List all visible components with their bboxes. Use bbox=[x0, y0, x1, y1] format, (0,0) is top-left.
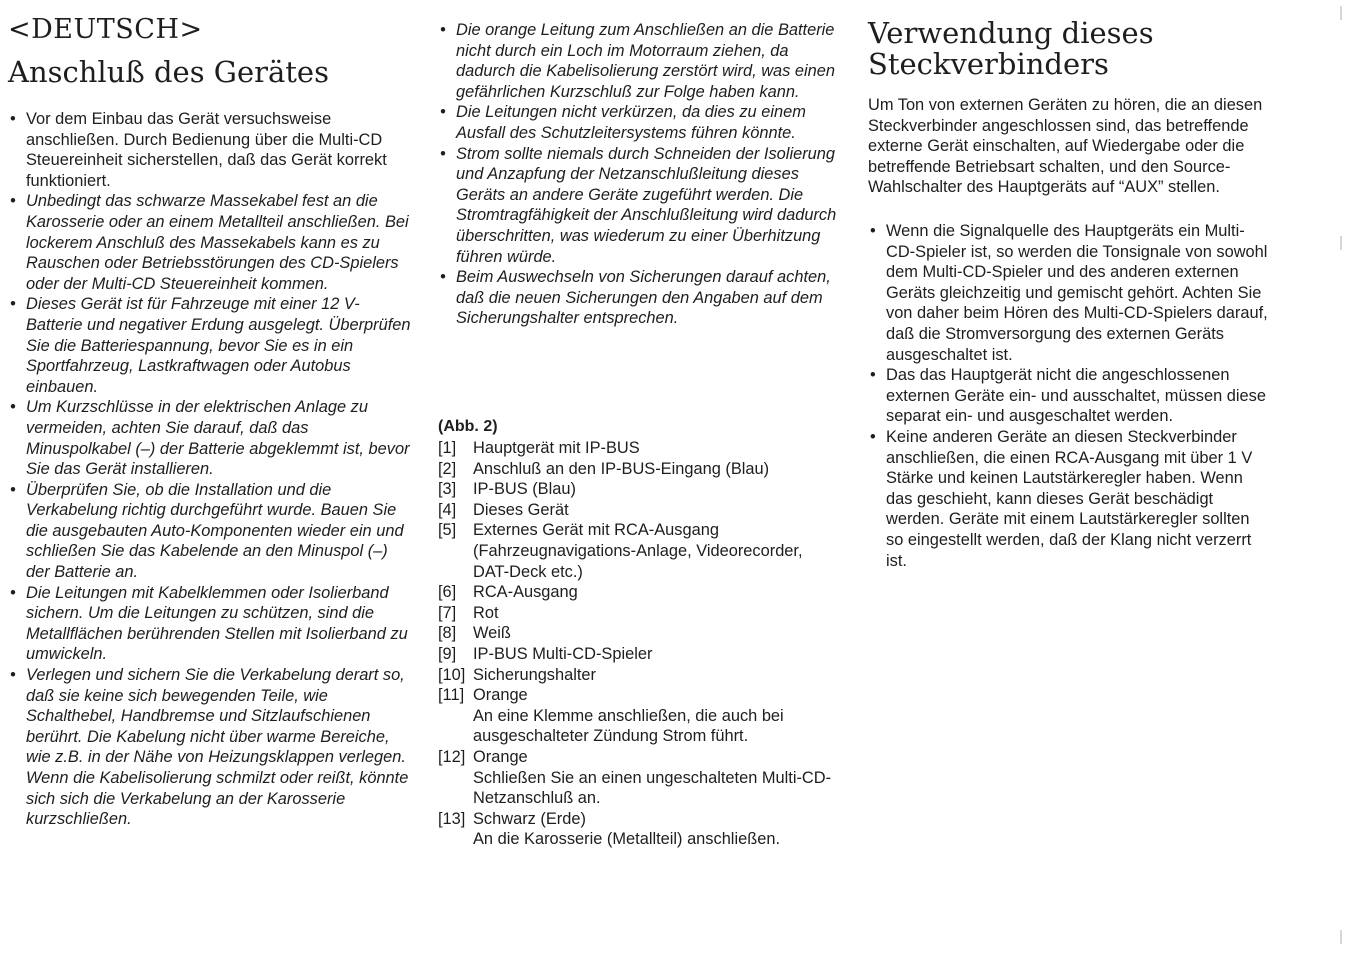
legend-row bbox=[438, 582, 843, 603]
list-item bbox=[8, 191, 413, 294]
legend-number: [2] bbox=[438, 459, 457, 478]
legend-label: Rot bbox=[473, 603, 499, 622]
list-item bbox=[868, 221, 1268, 365]
list-item-text: Dieses Gerät ist für Fahrzeuge mit einer 12 V-Batterie und negativer Erdung ausgelegt. Überprüfen Sie die Batteriespannung, bevor Sie es in ein Sportfahrzeug, Lastkraftwagen oder Autobus einbauen. bbox=[26, 295, 411, 396]
list-item bbox=[868, 365, 1268, 427]
legend-row bbox=[438, 644, 843, 665]
legend-label: Weiß bbox=[473, 624, 511, 643]
legend-row bbox=[438, 438, 843, 459]
scan-edge-mark bbox=[1340, 6, 1342, 20]
legend-label: IP-BUS (Blau) bbox=[473, 480, 576, 499]
legend-row bbox=[438, 623, 843, 644]
legend-number: [11] bbox=[438, 686, 465, 705]
legend-label: Dieses Gerät bbox=[473, 500, 569, 519]
list-item-text: Unbedingt das schwarze Massekabel fest an die Karosserie oder an einem Metallteil anschließen. Bei lockerem Anschluß des Massekabels kann es zu Rauschen oder Betriebsstörungen des CD-Spielers oder der Multi-CD Steuereinheit kommen. bbox=[26, 192, 409, 293]
list-item-text: Strom sollte niemals durch Schneiden der Isolierung und Anzapfung der Netzanschlußleitung dieses Geräts an andere Geräte zugeführt werden. Die Stromtragfähigkeit der Anschlußleitung wird dadurch überschritten, was wiederum zu einer Überhitzung führen würde. bbox=[456, 144, 837, 266]
list-item-text: Die Leitungen nicht verkürzen, da dies zu einem Ausfall des Schutzleitersystems führen könnte. bbox=[456, 103, 806, 142]
language-tag: <DEUTSCH> bbox=[8, 14, 203, 45]
figure-legend bbox=[438, 438, 843, 850]
list-item-text: Vor dem Einbau das Gerät versuchsweise anschließen. Durch Bedienung über die Multi-CD Steuereinheit sicherstellen, daß das Gerät korrekt funktioniert. bbox=[26, 110, 387, 190]
legend-label: IP-BUS Multi-CD-Spieler bbox=[473, 644, 653, 663]
list-item-text: Das das Hauptgerät nicht die angeschlossenen externen Geräte ein- und ausschaltet, müssen diese separat ein- und ausgeschaltet werden. bbox=[886, 366, 1266, 426]
connection-notes-list bbox=[8, 109, 413, 830]
legend-row bbox=[438, 665, 843, 686]
legend-number: [3] bbox=[438, 480, 457, 499]
legend-number: [12] bbox=[438, 747, 466, 766]
legend-number: [1] bbox=[438, 439, 457, 457]
list-item-text: Beim Auswechseln von Sicherungen darauf achten, daß die neuen Sicherungen den Angaben auf dem Sicherungshalter entsprechen. bbox=[456, 268, 831, 328]
scan-edge-mark bbox=[1340, 236, 1342, 250]
list-item-text: Die orange Leitung zum Anschließen an die Batterie nicht durch ein Loch im Motorraum ziehen, da dadurch die Kabelisolierung zerstört wird, was einen gefährlichen Kurzschluß zur Folge haben kann. bbox=[456, 21, 836, 101]
legend-note: An die Karosserie (Metallteil) anschließen. bbox=[473, 830, 781, 849]
list-item bbox=[8, 583, 413, 665]
legend-number: [10] bbox=[438, 665, 466, 684]
legend-number: [8] bbox=[438, 624, 457, 643]
legend-note: An eine Klemme anschließen, die auch bei ausgeschalteter Zündung Strom führt. bbox=[473, 706, 784, 746]
legend-row bbox=[438, 747, 843, 809]
legend-note: Schließen Sie an einen ungeschalteten Multi-CD-Netzanschluß an. bbox=[473, 768, 832, 808]
intro-paragraph: Um Ton von externen Geräten zu hören, die an diesen Steckverbinder angeschlossen sind, das betreffende externe Gerät einschalten, auf Wiedergabe oder die betreffende Betriebsart schalten, und den Source-Wahlschalter des Hauptgeräts auf “AUX” stellen. bbox=[868, 96, 1263, 197]
legend-number: [4] bbox=[438, 500, 457, 519]
legend-row bbox=[438, 809, 843, 850]
legend-label-group bbox=[473, 809, 843, 850]
list-item-text: Überprüfen Sie, ob die Installation und die Verkabelung richtig durchgeführt wurde. Bauen Sie die ausgebauten Auto-Komponenten wieder ein und schließen Sie das Kabelende an den Minuspol (–) der Batterie an. bbox=[26, 480, 404, 582]
legend-row bbox=[438, 603, 843, 624]
legend-number: [5] bbox=[438, 521, 457, 540]
legend-label: Hauptgerät mit IP-BUS bbox=[473, 439, 640, 457]
connector-notes-list bbox=[868, 221, 1268, 571]
legend-label: Schwarz (Erde) bbox=[473, 809, 586, 828]
legend-row bbox=[438, 479, 843, 500]
list-item bbox=[438, 20, 843, 102]
list-item bbox=[8, 397, 413, 479]
legend-label: Anschluß an den IP-BUS-Eingang (Blau) bbox=[473, 459, 770, 478]
legend-label: Orange bbox=[473, 747, 528, 766]
list-item bbox=[438, 102, 843, 143]
list-item-text: Um Kurzschlüsse in der elektrischen Anlage zu vermeiden, achten Sie darauf, daß das Minuspolkabel (–) der Batterie abgeklemmt ist, bevor Sie das Gerät installieren. bbox=[26, 398, 410, 479]
legend-number: [9] bbox=[438, 644, 457, 663]
legend-label: Externes Gerät mit RCA-Ausgang (Fahrzeugnavigations-Anlage, Videorecorder, DAT-Deck etc.) bbox=[473, 521, 803, 581]
wiring-warnings-list bbox=[438, 20, 843, 329]
list-item-text: Verlegen und sichern Sie die Verkabelung derart so, daß sie keine sich bewegenden Teile, wie Schalthebel, Handbremse und Sitzlaufschienen berührt. Die Kabelung nicht über warme Bereiche, wie z.B. in der Nähe von Heizungsklappen verlegen. Wenn die Kabelisolierung schmilzt oder reißt, könnte sich sich die Verkabelung an der Karosserie kurzschließen. bbox=[26, 666, 409, 829]
section-title-connection: Anschluß des Gerätes bbox=[8, 55, 329, 89]
legend-number: [7] bbox=[438, 603, 457, 622]
scan-edge-mark bbox=[1340, 930, 1342, 944]
legend-label: Orange bbox=[473, 686, 528, 705]
legend-row bbox=[438, 500, 843, 521]
legend-row bbox=[438, 685, 843, 747]
list-item bbox=[8, 294, 413, 397]
list-item bbox=[868, 427, 1268, 571]
legend-label-group bbox=[473, 747, 843, 809]
figure-heading: (Abb. 2) bbox=[438, 418, 498, 435]
list-item bbox=[8, 665, 413, 830]
legend-label: RCA-Ausgang bbox=[473, 583, 578, 602]
legend-number: [6] bbox=[438, 583, 457, 602]
legend-label-group bbox=[473, 685, 843, 747]
legend-row bbox=[438, 520, 843, 582]
list-item-text: Die Leitungen mit Kabelklemmen oder Isolierband sichern. Um die Leitungen zu schützen, sind die Metallflächen berührenden Stellen mit Isolierband zu umwickeln. bbox=[26, 583, 408, 664]
legend-label: Sicherungshalter bbox=[473, 665, 597, 684]
section-title-connector-usage: Verwendung dieses Steckverbinders bbox=[868, 16, 1154, 81]
list-item bbox=[438, 267, 843, 329]
legend-number: [13] bbox=[438, 809, 466, 828]
list-item-text: Wenn die Signalquelle des Hauptgeräts ein Multi-CD-Spieler ist, so werden die Tonsignale von sowohl dem Multi-CD-Spieler und des anderen externen Geräts gleichzeitig und gemischt gehört. Achten Sie von daher beim Hören des Multi-CD-Spielers darauf, daß die Stromversorgung des externen Geräts ausgeschaltet ist. bbox=[886, 222, 1268, 364]
list-item bbox=[8, 480, 413, 583]
list-item-text: Keine anderen Geräte an diesen Steckverbinder anschließen, die einen RCA-Ausgang mit über 1 V Stärke und keinen Lautstärkeregler haben. Wenn das geschieht, kann dieses Gerät beschädigt werden. Geräte mit einem Lautstärkeregler sollten so eingestellt werden, daß der Klang nicht verzerrt ist. bbox=[886, 427, 1253, 570]
list-item bbox=[438, 144, 843, 268]
legend-row bbox=[438, 459, 843, 480]
list-item bbox=[8, 109, 413, 191]
